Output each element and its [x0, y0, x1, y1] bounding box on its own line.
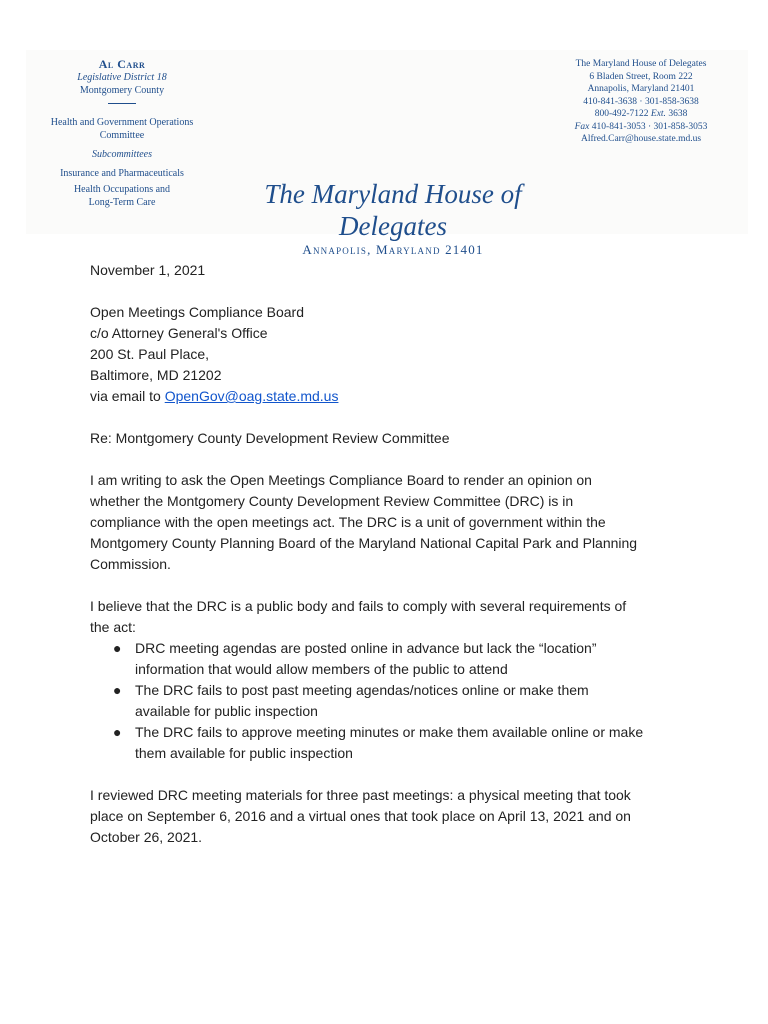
paragraph-3-line: I reviewed DRC meeting materials for three past meetings: a physical meeting that took — [90, 787, 631, 803]
list-item: ● DRC meeting agendas are posted online in advance but lack the “location” information that would allow members of the public to attend — [113, 640, 597, 677]
paragraph-1-line: Commission. — [90, 556, 171, 572]
letterhead-delegate-info — [34, 58, 210, 209]
recipient-email-link[interactable]: OpenGov@oag.state.md.us — [164, 388, 339, 404]
paragraph-1-line: Montgomery County Planning Board of the Maryland National Capital Park and Planning — [90, 535, 638, 551]
address-line-2: c/o Attorney General's Office — [90, 325, 268, 341]
re-line: Re: Montgomery County Development Review Committee — [90, 430, 450, 446]
office-city: Annapolis, Maryland 21401 — [587, 84, 695, 94]
delegate-name: Al Carr — [98, 57, 146, 71]
office-fax: Fax 410-841-3053 · 301-858-3053 — [574, 121, 708, 132]
paragraph-2 — [90, 596, 700, 638]
letterhead-title-block — [218, 178, 568, 258]
paragraph-1-line: whether the Montgomery County Development Review Committee (DRC) is in — [90, 493, 574, 509]
subcommittee-1: Insurance and Pharmaceuticals — [60, 168, 184, 179]
letterhead-address-block — [546, 58, 736, 146]
paragraph-2-line: I believe that the DRC is a public body and fails to comply with several requirements of — [90, 598, 627, 614]
paragraph-1 — [90, 470, 700, 575]
letterhead-title: The Maryland House of Delegates — [264, 179, 522, 241]
requirements-list — [90, 638, 700, 764]
office-phone-2: 800-492-7122 Ext. 3638 — [594, 109, 688, 119]
address-line-1: Open Meetings Compliance Board — [90, 304, 305, 320]
list-item: ● The DRC fails to post past meeting agendas/notices online or make them available for public inspection — [113, 682, 589, 719]
address-via-email: via email to OpenGov@oag.state.md.us — [90, 388, 339, 404]
subcommittee-2-line1: Health Occupations and — [73, 184, 171, 195]
list-item: ● The DRC fails to approve meeting minutes or make them available online or make them available for public inspection — [113, 724, 644, 761]
paragraph-1-line: compliance with the open meetings act. The DRC is a unit of government within the — [90, 514, 606, 530]
paragraph-3-line: October 26, 2021. — [90, 829, 203, 845]
bullet-icon: ● — [113, 682, 122, 698]
paragraph-3 — [90, 785, 700, 848]
office-email: Alfred.Carr@house.state.md.us — [580, 134, 702, 144]
office-phone-1: 410-841-3638 · 301-858-3638 — [583, 96, 699, 107]
letter-date: November 1, 2021 — [90, 262, 206, 278]
letterhead-divider — [108, 103, 136, 104]
paragraph-3-line: place on September 6, 2016 and a virtual ones that took place on April 13, 2021 and on — [90, 808, 631, 824]
subcommittees-heading: Subcommittees — [92, 149, 152, 160]
committee-name-line2: Committee — [99, 130, 145, 141]
address-line-4: Baltimore, MD 21202 — [90, 367, 222, 383]
bullet-icon: ● — [113, 640, 122, 656]
letter-body — [90, 260, 700, 848]
letterhead-subtitle: Annapolis, Maryland 21401 — [302, 242, 484, 257]
subcommittee-2-line2: Long-Term Care — [88, 197, 156, 208]
committee-name: Health and Government Operations — [50, 117, 194, 128]
paragraph-1-line: I am writing to ask the Open Meetings Compliance Board to render an opinion on — [90, 472, 592, 488]
delegate-district: Legislative District 18 — [77, 72, 167, 83]
office-org: The Maryland House of Delegates — [575, 59, 707, 69]
delegate-county: Montgomery County — [79, 85, 165, 96]
recipient-address — [90, 302, 700, 407]
bullet-icon: ● — [113, 724, 122, 740]
address-line-3: 200 St. Paul Place, — [90, 346, 210, 362]
letterhead — [26, 50, 748, 257]
office-street: 6 Bladen Street, Room 222 — [589, 71, 693, 82]
paragraph-2-line: the act: — [90, 619, 136, 635]
